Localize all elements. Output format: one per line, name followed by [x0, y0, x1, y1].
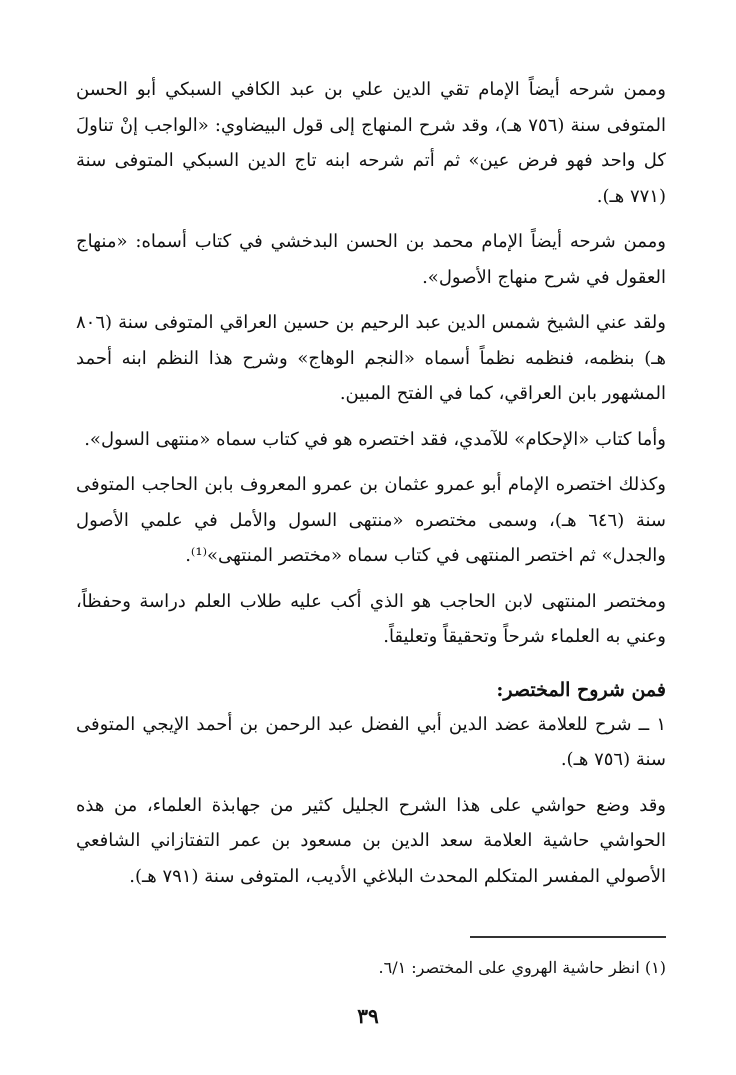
paragraph-6: ومختصر المنتهى لابن الحاجب هو الذي أكب عليه طلاب العلم دراسة وحفظاً، وعني به العلماء شرحاً وتحقيقاً وتعليقاً.: [76, 590, 667, 647]
footnote: (١) انظر حاشية الهروي على المختصر: ٦/١.: [378, 958, 666, 977]
section-heading: فمن شروح المختصر:: [496, 678, 666, 701]
paragraph-3: ولقد عني الشيخ شمس الدين عبد الرحيم بن حسين العراقي المتوفى سنة (٨٠٦ هـ) بنظمه، فنظمه نظماً أسماه «النجم الوهاج» وشرح هذا النظم ابنه أحمد المشهور بابن العراقي، كما في الفتح المبين.: [76, 312, 666, 404]
footnote-divider: [470, 936, 666, 938]
page-number: ٣٩: [357, 1004, 379, 1028]
paragraph-5: وكذلك اختصره الإمام أبو عمرو عثمان بن عمرو المعروف بابن الحاجب المتوفى سنة (٦٤٦ هـ)، وسمى مختصره «منتهى السول والأمل في علمي الأصول والجدل» ثم اختصر المنتهى في كتاب سماه «مختصر المنتهى»⁽¹⁾.: [76, 474, 666, 566]
page-body: [76, 72, 666, 904]
list-item: ١ ــ شرح للعلامة عضد الدين أبي الفضل عبد الرحمن بن أحمد الإيجي المتوفى سنة (٧٥٦ هـ).: [76, 713, 666, 770]
closing-paragraph: وقد وضع حواشي على هذا الشرح الجليل كثير من جهابذة العلماء، من هذه الحواشي حاشية العلامة سعد الدين بن مسعود بن عمر التفتازاني الشافعي الأصولي المفسر المتكلم المحدث البلاغي الأديب، المتوفى سنة (٧٩١ هـ).: [76, 794, 666, 887]
paragraph-1: وممن شرحه أيضاً الإمام تقي الدين علي بن عبد الكافي السبكي أبو الحسن المتوفى سنة (٧٥٦ هـ)، وقد شرح المنهاج إلى قول البيضاوي: «الواجب إنْ تناولَ كل واحد فهو فرض عين» ثم أتم شرحه ابنه تاج الدين السبكي المتوفى سنة (٧٧١ هـ).: [76, 79, 666, 207]
paragraph-2: وممن شرحه أيضاً الإمام محمد بن الحسن البدخشي في كتاب أسماه: «منهاج العقول في شرح منهاج الأصول».: [76, 231, 666, 288]
paragraph-4: وأما كتاب «الإحكام» للآمدي، فقد اختصره هو في كتاب سماه «منتهى السول».: [84, 428, 666, 450]
